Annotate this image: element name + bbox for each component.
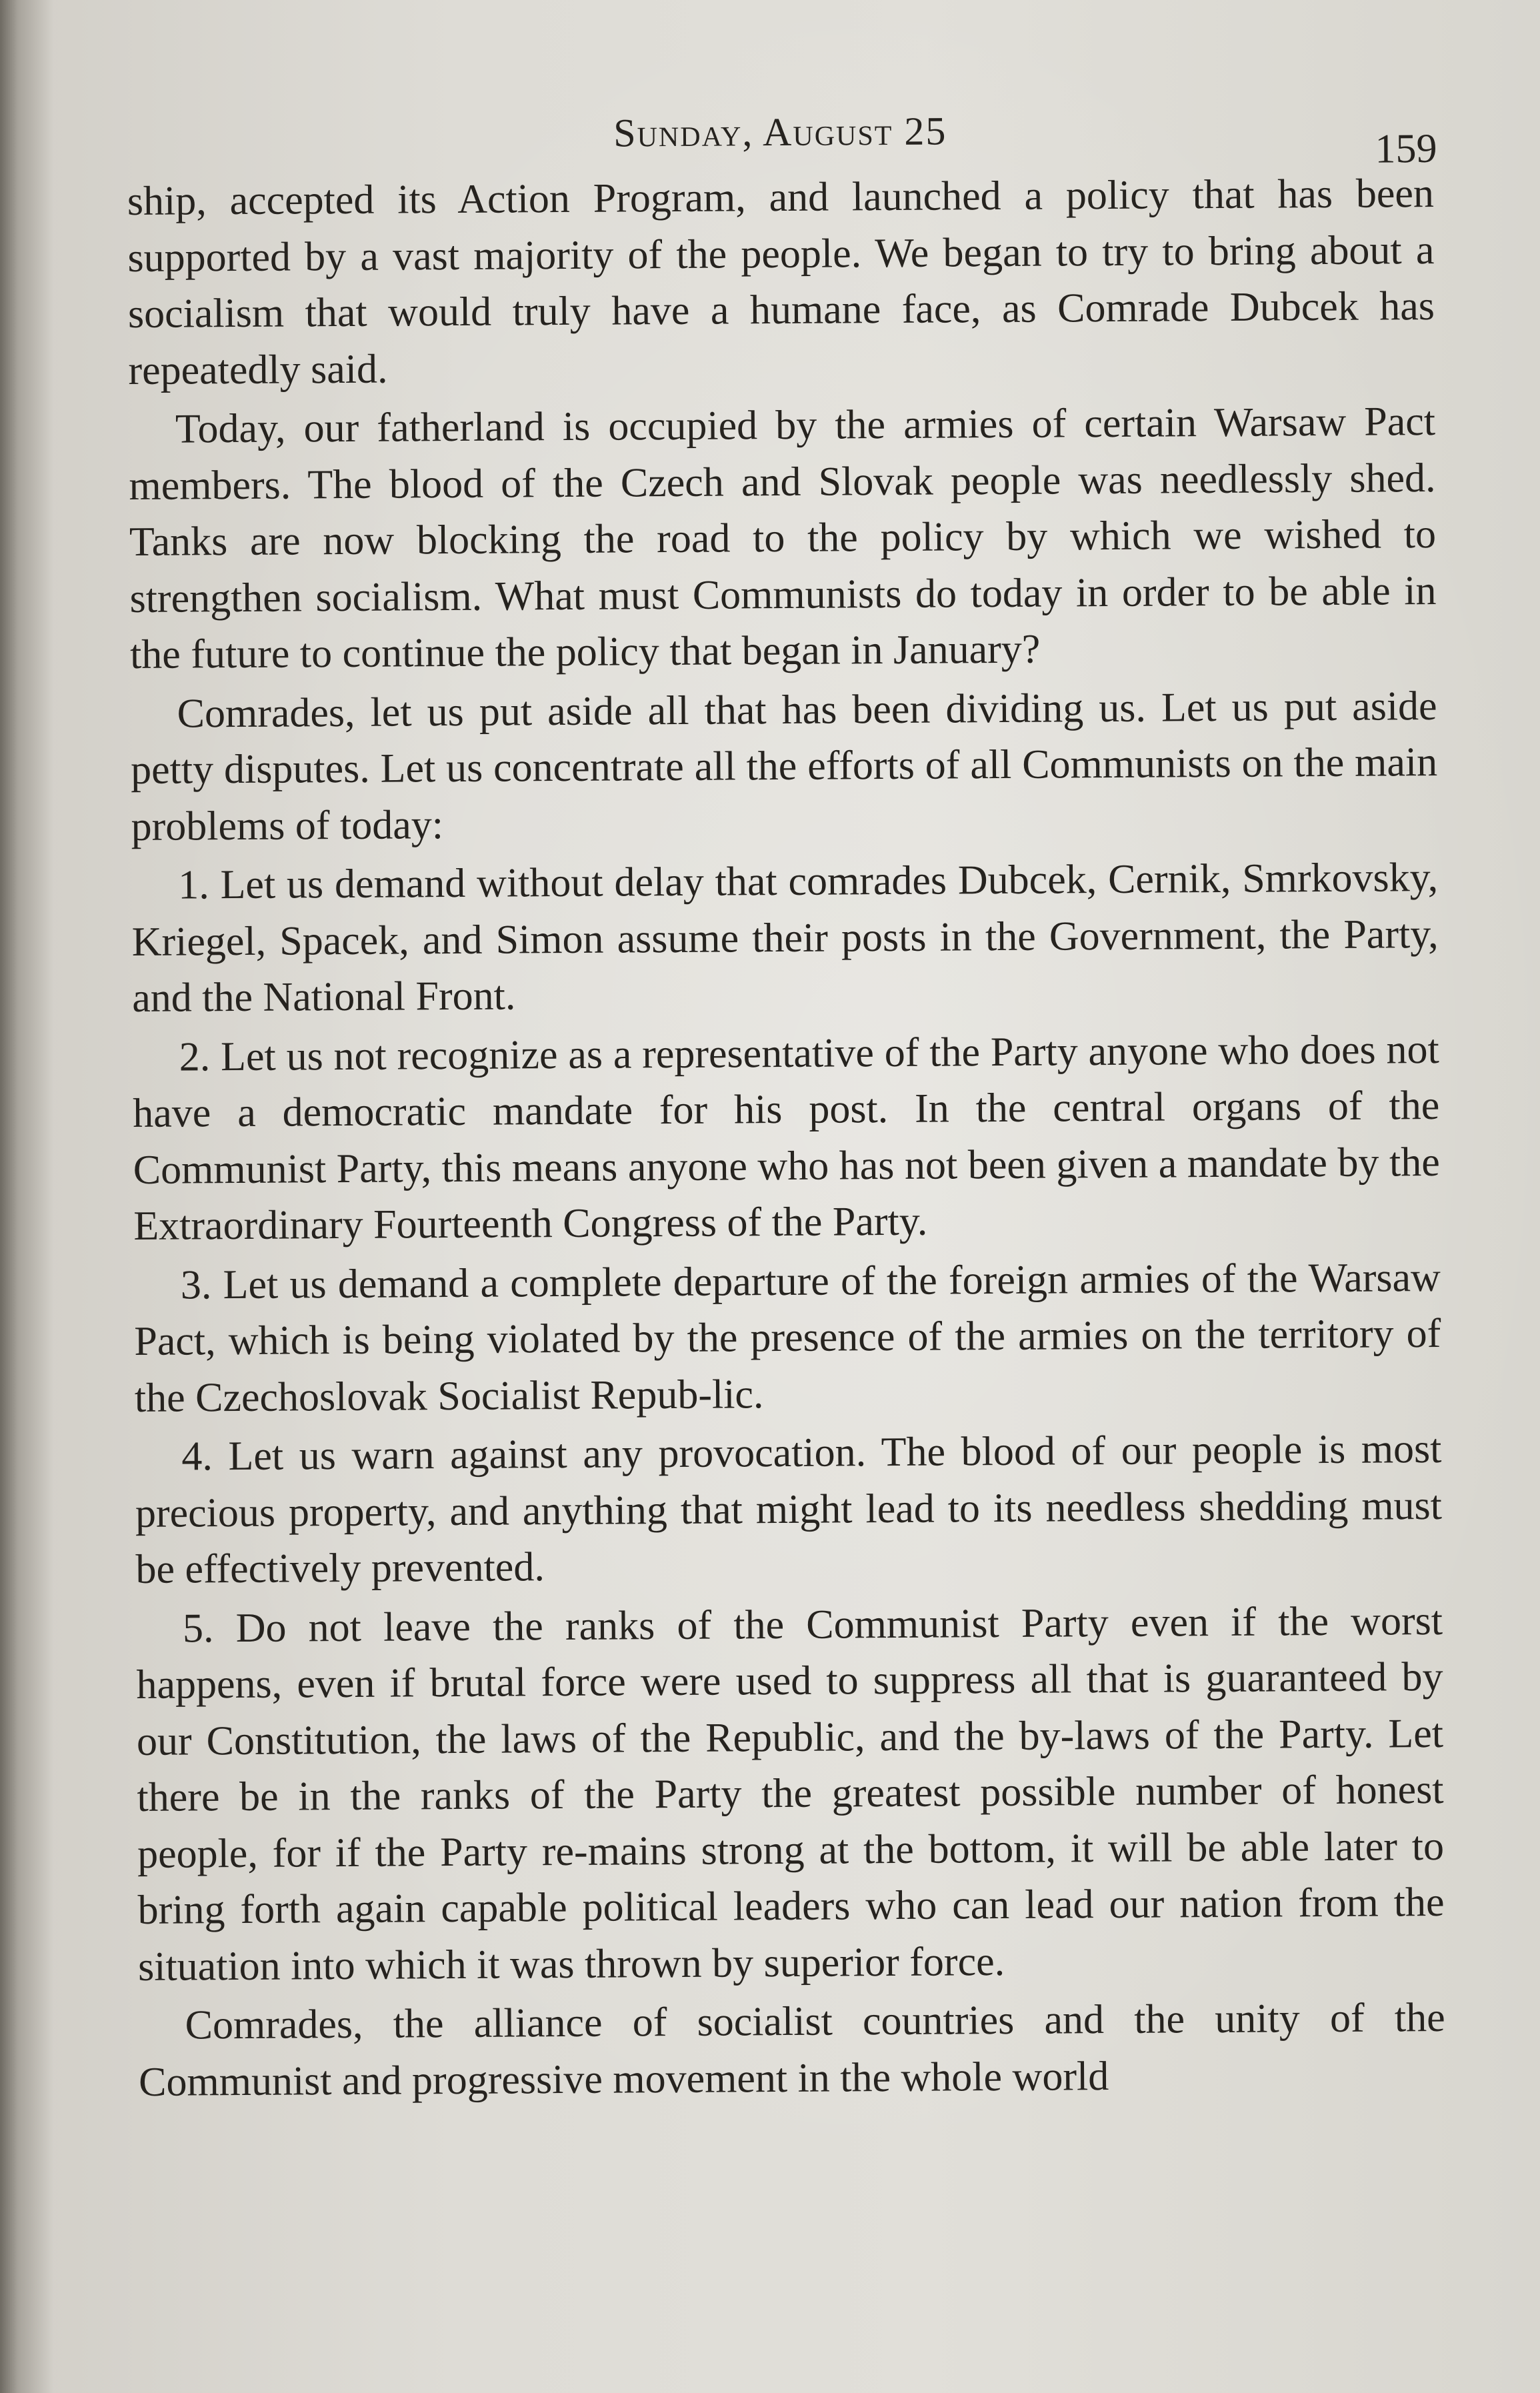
paragraph: Today, our fatherland is occupied by the armies of certain Warsaw Pact members. The blood of the Czech and Slovak people was needlessly shed. Tanks are now blocking the road to the policy by which we wished to strengthen socialism. What must Communists do today in order to be able in the future to continue the policy that began in January? <box>129 399 1437 677</box>
numbered-item-2: 2. Let us not recognize as a representative of the Party anyone who does not have a democratic mandate for his post. In the central organs of the Communist Party, this means anyone who has not been given a mandate by the Extraordinary Fourteenth Congress of the Party. <box>133 1026 1440 1249</box>
numbered-item-1: 1. Let us demand without delay that comrades Dubcek, Cernik, Smrkovsky, Kriegel, Spacek, and Simon assume their posts in the Government, the Party, and the National Front. <box>131 855 1439 1021</box>
page-text-block <box>127 92 1445 2110</box>
page-number: 159 <box>1375 125 1437 172</box>
body-text <box>127 165 1446 2110</box>
numbered-item-3: 3. Let us demand a complete departure of the foreign armies of the Warsaw Pact, which is being violated by the presence of the armies on the territory of the Czechoslovak Socialist Repub-lic. <box>134 1254 1441 1421</box>
paragraph: Comrades, let us put aside all that has been dividing us. Let us put aside petty disputes. Let us concentrate all the efforts of all Communists on the main problems of today: <box>130 683 1438 849</box>
running-head-title: Sunday, August 25 <box>613 109 947 155</box>
paragraph-continuation: ship, accepted its Action Program, and launched a policy that has been supported by a vast majority of the people. We began to try to bring about a socialism that would truly have a humane face, as Comrade Dubcek has repeatedly said. <box>127 171 1435 393</box>
running-head <box>127 92 1437 173</box>
numbered-item-5: 5. Do not leave the ranks of the Communist Party even if the worst happens, even if brutal force were used to suppress all that is guaranteed by our Constitution, the laws of the Republic, and the by-laws of the Party. Let there be in the ranks of the Party the greatest possible number of honest people, for if the Party re-mains strong at the bottom, it will be able later to bring forth again capable political leaders who can lead our nation from the situation into which it was thrown by superior force. <box>136 1598 1445 1990</box>
book-page <box>20 0 1540 2393</box>
numbered-item-4: 4. Let us warn against any provocation. The blood of our people is most precious property, and anything that might lead to its needless shedding must be effectively prevented. <box>135 1426 1443 1592</box>
paragraph: Comrades, the alliance of socialist countries and the unity of the Communist and progressive movement in the whole world <box>138 1994 1445 2105</box>
